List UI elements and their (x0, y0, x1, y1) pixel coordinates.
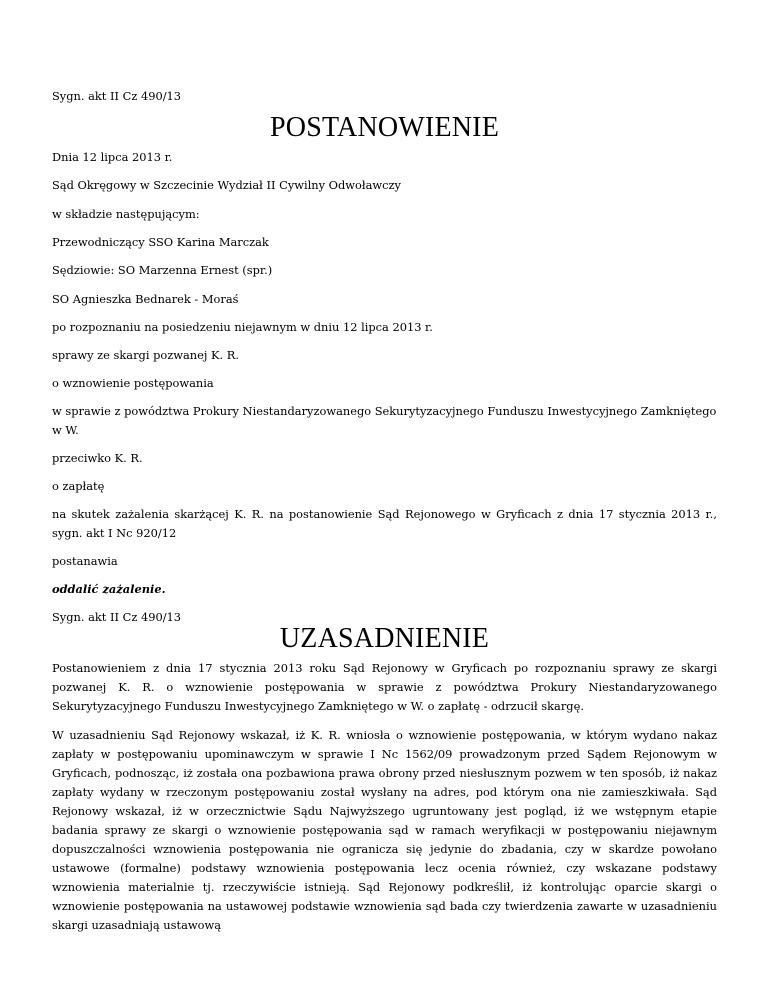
claim-line: w sprawie z powództwa Prokury Niestandaryzowanego Sekurytyzacyjnego Funduszu Inwestycyjnego Zamkniętego w W. (52, 404, 717, 437)
document-title: POSTANOWIENIE (270, 112, 499, 143)
decides-line: postanawia (52, 554, 118, 568)
justification-paragraph: Postanowieniem z dnia 17 stycznia 2013 roku Sąd Rejonowy w Gryficach po rozpoznaniu sprawy ze skargi pozwanej K. R. o wznowienie postępowania w sprawie z powództwa Prokury Niestandaryzowanego Sekurytyzacyjnego Funduszu Inwestycyjnego Zamkniętego w W. o zapłatę - odrzucił skargę. (52, 661, 717, 713)
justification-paragraph: W uzasadnieniu Sąd Rejonowy wskazał, iż K. R. wniosła o wznowienie postępowania, w którym wydano nakaz zapłaty w postępowaniu upominawczym w sprawie I Nc 1562/09 prowadzonym przed Sądem Rejonowym w Gryficach, podnosząc, iż została ona pozbawiona prawa obrony przed niesłusznym pozwem w ten sposób, iż nakaz zapłaty wydany w rzeczonym postępowaniu został wysłany na adres, pod którym ona nie zamieszkiwała. Sąd Rejonowy wskazał, iż w orzecznictwie Sądu Najwyższego ugruntowany jest pogląd, iż we wstępnym etapie badania sprawy ze skargi o wznowienie postępowania sąd w ramach weryfikacji w postępowaniu niejawnym dopuszczalności wznowienia postępowania nie ogranicza się jedynie do zbadania, czy w skardze powołano ustawowe (formalne) podstawy wznowienia postępowania lecz ocenia również, czy wskazane podstawy wznowienia materialnie tj. rzeczywiście istnieją. Sąd Rejonowy podkreślił, iż kontrolując oparcie skargi o wznowienie postępowania na ustawowej podstawie wznowienia sąd bada czy twierdzenia zawarte w uzasadnieniu skargi uzasadniają ustawową (52, 728, 717, 932)
judges-line-2: SO Agnieszka Bednarek - Moraś (52, 292, 239, 306)
judges-line-1: Sędziowie: SO Marzenna Ernest (spr.) (52, 263, 273, 277)
payment-line: o zapłatę (52, 479, 105, 493)
presiding-judge: Przewodniczący SSO Karina Marczak (52, 235, 269, 249)
case-number: Sygn. akt II Cz 490/13 (52, 610, 182, 624)
justification-title: UZASADNIENIE (279, 623, 490, 654)
case-number: Sygn. akt II Cz 490/13 (52, 89, 182, 103)
court-name: Sąd Okręgowy w Szczecinie Wydział II Cywilny Odwoławczy (52, 178, 401, 192)
matter-line: sprawy ze skargi pozwanej K. R. (52, 348, 239, 362)
composition-intro: w składzie następującym: (52, 207, 200, 221)
appeal-line: na skutek zażalenia skarżącej K. R. na postanowienie Sąd Rejonowego w Gryficach z dnia 17 stycznia 2013 r., sygn. akt I Nc 920/12 (52, 507, 717, 540)
subject-line: o wznowienie postępowania (52, 376, 214, 390)
date-line: Dnia 12 lipca 2013 r. (52, 150, 173, 164)
verdict: oddalić zażalenie. (52, 582, 166, 596)
against-line: przeciwko K. R. (52, 451, 143, 465)
hearing-line: po rozpoznaniu na posiedzeniu niejawnym w dniu 12 lipca 2013 r. (52, 320, 433, 334)
